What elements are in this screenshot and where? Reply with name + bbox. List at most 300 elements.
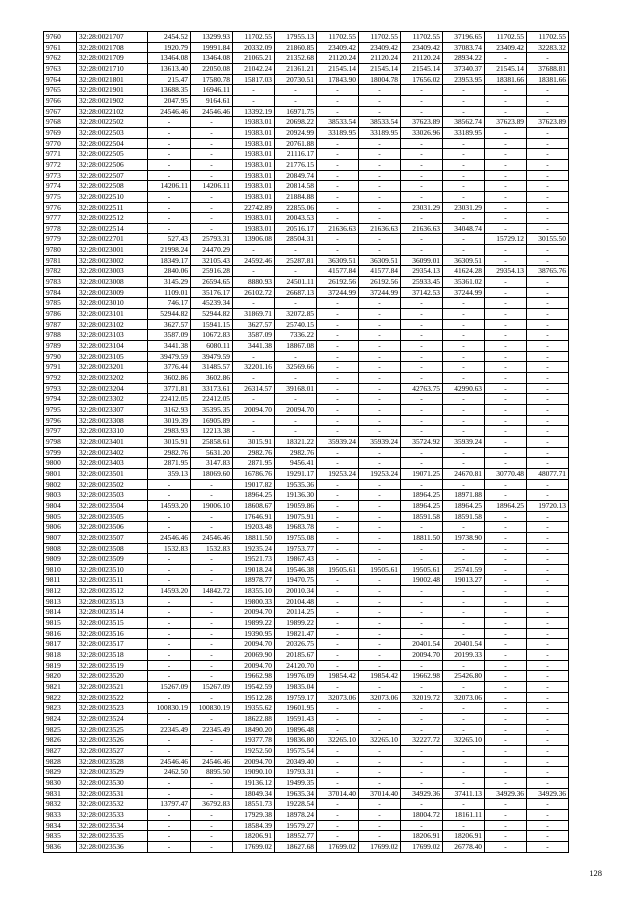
value-cell: - <box>527 767 569 778</box>
value-cell: - <box>191 628 233 639</box>
value-cell: - <box>317 831 359 842</box>
value-cell: 21545.14 <box>359 63 401 74</box>
row-number-cell: 9815 <box>44 618 77 629</box>
cadastral-number-cell: 32:28:0023518 <box>77 650 148 661</box>
value-cell: - <box>443 394 485 405</box>
value-cell: - <box>317 85 359 96</box>
value-cell: - <box>317 554 359 565</box>
value-cell: - <box>317 511 359 522</box>
value-cell: 17580.78 <box>191 74 233 85</box>
value-cell: 37083.74 <box>443 42 485 53</box>
value-cell: - <box>317 586 359 597</box>
value-cell: - <box>485 277 527 288</box>
value-cell: - <box>148 628 191 639</box>
value-cell: - <box>485 820 527 831</box>
value-cell: 12213.38 <box>191 426 233 437</box>
value-cell: - <box>359 777 401 788</box>
value-cell: - <box>359 149 401 160</box>
value-cell: 37142.53 <box>401 287 443 298</box>
value-cell: 215.47 <box>148 74 191 85</box>
value-cell: - <box>359 703 401 714</box>
value-cell: - <box>148 596 191 607</box>
value-cell: - <box>317 532 359 543</box>
value-cell: - <box>443 351 485 362</box>
value-cell: 18591.58 <box>401 511 443 522</box>
table-row <box>44 596 569 607</box>
value-cell: - <box>233 95 275 106</box>
table-row <box>44 692 569 703</box>
row-number-cell: 9829 <box>44 767 77 778</box>
value-cell: 25740.15 <box>275 319 317 330</box>
value-cell: 20094.70 <box>233 639 275 650</box>
cadastral-number-cell: 32:28:0023202 <box>77 373 148 384</box>
value-cell: - <box>191 117 233 128</box>
row-number-cell: 9769 <box>44 127 77 138</box>
value-cell: 18627.68 <box>275 841 317 852</box>
value-cell: - <box>317 458 359 469</box>
value-cell: - <box>317 447 359 458</box>
value-cell: - <box>359 490 401 501</box>
value-cell: - <box>443 745 485 756</box>
value-cell: - <box>359 373 401 384</box>
value-cell: - <box>148 575 191 586</box>
value-cell: - <box>527 213 569 224</box>
value-cell: - <box>317 404 359 415</box>
value-cell: - <box>443 415 485 426</box>
table-row <box>44 735 569 746</box>
value-cell: 19800.33 <box>233 596 275 607</box>
value-cell: - <box>191 841 233 852</box>
value-cell: - <box>317 138 359 149</box>
value-cell: 3019.39 <box>148 415 191 426</box>
value-cell: 19470.75 <box>275 575 317 586</box>
value-cell: - <box>191 809 233 820</box>
value-cell: - <box>527 149 569 160</box>
value-cell: 21776.15 <box>275 159 317 170</box>
value-cell: - <box>443 703 485 714</box>
cadastral-number-cell: 32:28:0021709 <box>77 53 148 64</box>
value-cell: 19991.84 <box>191 42 233 53</box>
value-cell: - <box>191 170 233 181</box>
value-cell: - <box>485 724 527 735</box>
value-cell: 19090.10 <box>233 767 275 778</box>
value-cell: - <box>527 543 569 554</box>
value-cell: 19377.78 <box>233 735 275 746</box>
value-cell: - <box>485 213 527 224</box>
cadastral-number-cell: 32:28:0023520 <box>77 671 148 682</box>
value-cell: - <box>148 490 191 501</box>
value-cell: - <box>191 213 233 224</box>
value-cell: - <box>443 767 485 778</box>
value-cell: - <box>527 714 569 725</box>
table-row <box>44 95 569 106</box>
value-cell: 18490.20 <box>233 724 275 735</box>
value-cell: - <box>359 394 401 405</box>
value-cell: 19836.80 <box>275 735 317 746</box>
value-cell: 2047.95 <box>148 95 191 106</box>
value-cell: - <box>317 319 359 330</box>
value-cell: - <box>233 394 275 405</box>
value-cell: - <box>317 170 359 181</box>
value-cell: - <box>485 309 527 320</box>
value-cell: 24546.46 <box>148 756 191 767</box>
value-cell: - <box>443 85 485 96</box>
value-cell: 35939.24 <box>359 436 401 447</box>
value-cell: - <box>527 202 569 213</box>
value-cell: 19235.24 <box>233 543 275 554</box>
value-cell: 19383.01 <box>233 181 275 192</box>
value-cell: - <box>317 95 359 106</box>
value-cell: 37688.81 <box>527 63 569 74</box>
value-cell: - <box>233 415 275 426</box>
value-cell: - <box>401 479 443 490</box>
value-cell: 24546.46 <box>148 106 191 117</box>
row-number-cell: 9781 <box>44 255 77 266</box>
value-cell: 22050.08 <box>191 63 233 74</box>
cadastral-number-cell: 32:28:0023525 <box>77 724 148 735</box>
value-cell: 25916.28 <box>191 266 233 277</box>
value-cell: 18978.24 <box>275 809 317 820</box>
value-cell: - <box>317 618 359 629</box>
value-cell: 19546.38 <box>275 564 317 575</box>
cadastral-number-cell: 32:28:0022511 <box>77 202 148 213</box>
row-number-cell: 9764 <box>44 74 77 85</box>
row-number-cell: 9811 <box>44 575 77 586</box>
value-cell: 3145.29 <box>148 277 191 288</box>
value-cell: 16971.75 <box>275 106 317 117</box>
value-cell: 33189.95 <box>317 127 359 138</box>
value-cell: - <box>527 404 569 415</box>
value-cell: - <box>401 341 443 352</box>
value-cell: 37623.89 <box>485 117 527 128</box>
table-row <box>44 831 569 842</box>
value-cell: - <box>359 639 401 650</box>
value-cell: - <box>317 213 359 224</box>
cadastral-number-cell: 32:28:0023529 <box>77 767 148 778</box>
value-cell: 21884.88 <box>275 191 317 202</box>
value-cell: 21636.63 <box>359 223 401 234</box>
value-cell: 359.13 <box>148 468 191 479</box>
value-cell: 19505.61 <box>317 564 359 575</box>
value-cell: - <box>317 703 359 714</box>
value-cell: - <box>527 735 569 746</box>
value-cell: - <box>443 628 485 639</box>
value-cell: 25858.61 <box>191 436 233 447</box>
table-row <box>44 181 569 192</box>
value-cell: - <box>485 554 527 565</box>
value-cell: 24546.46 <box>191 532 233 543</box>
value-cell: 20094.70 <box>233 756 275 767</box>
table-row <box>44 447 569 458</box>
cadastral-number-cell: 32:28:0023101 <box>77 309 148 320</box>
value-cell: 37014.40 <box>359 788 401 799</box>
value-cell: - <box>485 660 527 671</box>
value-cell: 33189.95 <box>359 127 401 138</box>
value-cell: 16905.89 <box>191 415 233 426</box>
value-cell: 17699.02 <box>401 841 443 852</box>
value-cell: - <box>148 202 191 213</box>
value-cell: - <box>148 820 191 831</box>
cadastral-number-cell: 32:28:0023515 <box>77 618 148 629</box>
value-cell: - <box>485 511 527 522</box>
row-number-cell: 9770 <box>44 138 77 149</box>
value-cell: - <box>401 447 443 458</box>
value-cell: - <box>527 373 569 384</box>
value-cell: - <box>317 543 359 554</box>
row-number-cell: 9784 <box>44 287 77 298</box>
table-row <box>44 266 569 277</box>
value-cell: - <box>359 181 401 192</box>
row-number-cell: 9785 <box>44 298 77 309</box>
value-cell: - <box>317 639 359 650</box>
value-cell: - <box>275 95 317 106</box>
value-cell: 24592.46 <box>233 255 275 266</box>
value-cell: 24501.11 <box>275 277 317 288</box>
value-cell: - <box>317 202 359 213</box>
value-cell: 19006.10 <box>191 500 233 511</box>
row-number-cell: 9774 <box>44 181 77 192</box>
value-cell: - <box>317 245 359 256</box>
value-cell: 34929.36 <box>527 788 569 799</box>
value-cell: 19821.47 <box>275 628 317 639</box>
table-row <box>44 415 569 426</box>
value-cell: - <box>275 426 317 437</box>
cadastral-number-cell: 32:28:0022508 <box>77 181 148 192</box>
value-cell: - <box>401 724 443 735</box>
row-number-cell: 9794 <box>44 394 77 405</box>
value-cell: - <box>401 628 443 639</box>
value-cell: 21636.63 <box>401 223 443 234</box>
cadastral-number-cell: 32:28:0023501 <box>77 468 148 479</box>
value-cell: - <box>401 586 443 597</box>
value-cell: 14593.20 <box>148 586 191 597</box>
value-cell: 19683.78 <box>275 522 317 533</box>
value-cell: - <box>527 586 569 597</box>
value-cell: 18355.10 <box>233 586 275 597</box>
value-cell: 33189.95 <box>443 127 485 138</box>
cadastral-number-cell: 32:28:0023516 <box>77 628 148 639</box>
value-cell: 11702.55 <box>233 32 275 43</box>
value-cell: 18069.60 <box>191 468 233 479</box>
value-cell: 2840.06 <box>148 266 191 277</box>
cadastral-number-cell: 32:28:0023104 <box>77 341 148 352</box>
value-cell: - <box>317 777 359 788</box>
value-cell: 19601.95 <box>275 703 317 714</box>
value-cell: 37244.99 <box>317 287 359 298</box>
value-cell: - <box>443 362 485 373</box>
value-cell: - <box>443 682 485 693</box>
value-cell: 19720.13 <box>527 500 569 511</box>
value-cell: - <box>401 330 443 341</box>
value-cell: 3587.09 <box>233 330 275 341</box>
value-cell: - <box>401 245 443 256</box>
value-cell: 13464.08 <box>148 53 191 64</box>
value-cell: - <box>527 298 569 309</box>
value-cell: 20814.58 <box>275 181 317 192</box>
value-cell: - <box>485 138 527 149</box>
value-cell: 11702.55 <box>527 32 569 43</box>
table-row <box>44 277 569 288</box>
value-cell: 25741.59 <box>443 564 485 575</box>
value-cell: - <box>317 309 359 320</box>
value-cell: 7336.22 <box>275 330 317 341</box>
value-cell: - <box>401 191 443 202</box>
value-cell: - <box>527 106 569 117</box>
value-cell: 20761.88 <box>275 138 317 149</box>
row-number-cell: 9818 <box>44 650 77 661</box>
value-cell: 23409.42 <box>485 42 527 53</box>
value-cell: 17646.91 <box>233 511 275 522</box>
value-cell: 18971.88 <box>443 490 485 501</box>
page-number: 128 <box>589 868 602 878</box>
value-cell: 35395.35 <box>191 404 233 415</box>
value-cell: - <box>401 799 443 810</box>
cadastral-number-cell: 32:28:0023502 <box>77 479 148 490</box>
value-cell: 19635.34 <box>275 788 317 799</box>
value-cell: - <box>485 490 527 501</box>
value-cell: 20849.74 <box>275 170 317 181</box>
value-cell: - <box>443 543 485 554</box>
value-cell: - <box>443 330 485 341</box>
value-cell: - <box>191 191 233 202</box>
value-cell: - <box>527 245 569 256</box>
value-cell: 14593.20 <box>148 500 191 511</box>
value-cell: - <box>485 586 527 597</box>
value-cell: 32569.66 <box>275 362 317 373</box>
value-cell: 16786.76 <box>233 468 275 479</box>
value-cell: 15941.15 <box>191 319 233 330</box>
value-cell: 45239.34 <box>191 298 233 309</box>
value-cell: 20094.70 <box>275 404 317 415</box>
value-cell: 18349.17 <box>148 255 191 266</box>
value-cell: 3162.93 <box>148 404 191 415</box>
value-cell: - <box>401 106 443 117</box>
value-cell: - <box>485 53 527 64</box>
cadastral-number-cell: 32:28:0021901 <box>77 85 148 96</box>
value-cell: - <box>527 511 569 522</box>
table-row <box>44 767 569 778</box>
value-cell: 21361.21 <box>275 63 317 74</box>
value-cell: - <box>148 138 191 149</box>
value-cell: 19896.48 <box>275 724 317 735</box>
cadastral-number-cell: 32:28:0023204 <box>77 383 148 394</box>
value-cell: - <box>527 756 569 767</box>
value-cell: - <box>359 628 401 639</box>
value-cell: - <box>317 522 359 533</box>
value-cell: - <box>485 319 527 330</box>
table-row <box>44 468 569 479</box>
value-cell: - <box>527 394 569 405</box>
value-cell: - <box>317 500 359 511</box>
value-cell: - <box>443 607 485 618</box>
value-cell: 11702.55 <box>317 32 359 43</box>
value-cell: 32265.10 <box>443 735 485 746</box>
value-cell: - <box>359 500 401 511</box>
cadastral-number-cell: 32:28:0023513 <box>77 596 148 607</box>
table-row <box>44 436 569 447</box>
value-cell: 17955.13 <box>275 32 317 43</box>
value-cell: - <box>443 554 485 565</box>
value-cell: 3441.38 <box>148 341 191 352</box>
value-cell: - <box>401 138 443 149</box>
value-cell: - <box>317 628 359 639</box>
value-cell: - <box>359 426 401 437</box>
value-cell: 37340.37 <box>443 63 485 74</box>
table-row <box>44 490 569 501</box>
value-cell: 34929.36 <box>485 788 527 799</box>
cadastral-number-cell: 32:28:0023510 <box>77 564 148 575</box>
value-cell: 19793.31 <box>275 767 317 778</box>
table-row <box>44 191 569 202</box>
value-cell: - <box>485 383 527 394</box>
cadastral-number-cell: 32:28:0022512 <box>77 213 148 224</box>
value-cell: - <box>317 756 359 767</box>
table-row <box>44 586 569 597</box>
value-cell: 13299.93 <box>191 32 233 43</box>
value-cell: - <box>317 351 359 362</box>
value-cell: - <box>148 777 191 788</box>
value-cell: 41624.28 <box>443 266 485 277</box>
value-cell: - <box>359 809 401 820</box>
value-cell: - <box>148 170 191 181</box>
value-cell: - <box>317 809 359 820</box>
value-cell: 18049.34 <box>233 788 275 799</box>
row-number-cell: 9766 <box>44 95 77 106</box>
value-cell: - <box>527 138 569 149</box>
value-cell: - <box>527 671 569 682</box>
value-cell: 32019.72 <box>401 692 443 703</box>
value-cell: 13906.08 <box>233 234 275 245</box>
value-cell: - <box>359 85 401 96</box>
value-cell: 23409.42 <box>359 42 401 53</box>
value-cell: 3627.57 <box>233 319 275 330</box>
value-cell: 17699.02 <box>359 841 401 852</box>
row-number-cell: 9768 <box>44 117 77 128</box>
value-cell: 15267.09 <box>148 682 191 693</box>
cadastral-number-cell: 32:28:0023403 <box>77 458 148 469</box>
value-cell: 35939.24 <box>317 436 359 447</box>
value-cell: - <box>317 607 359 618</box>
value-cell: - <box>148 841 191 852</box>
value-cell: 19136.30 <box>275 490 317 501</box>
value-cell: 20730.51 <box>275 74 317 85</box>
value-cell: 35939.24 <box>443 436 485 447</box>
value-cell: 19018.24 <box>233 564 275 575</box>
value-cell: - <box>485 415 527 426</box>
value-cell: - <box>275 298 317 309</box>
value-cell: - <box>485 841 527 852</box>
row-number-cell: 9827 <box>44 745 77 756</box>
value-cell: - <box>317 596 359 607</box>
value-cell: 21352.68 <box>275 53 317 64</box>
value-cell: - <box>359 191 401 202</box>
value-cell: - <box>401 181 443 192</box>
value-cell: - <box>485 692 527 703</box>
value-cell: 100830.19 <box>191 703 233 714</box>
value-cell: - <box>485 639 527 650</box>
value-cell: - <box>233 351 275 362</box>
value-cell: 18964.25 <box>485 500 527 511</box>
value-cell: - <box>317 181 359 192</box>
value-cell: 19252.50 <box>233 745 275 756</box>
value-cell: 1109.01 <box>148 287 191 298</box>
cadastral-number-cell: 32:28:0023527 <box>77 745 148 756</box>
value-cell: - <box>527 618 569 629</box>
row-number-cell: 9772 <box>44 159 77 170</box>
value-cell: - <box>191 639 233 650</box>
value-cell: - <box>527 277 569 288</box>
value-cell: 19867.43 <box>275 554 317 565</box>
